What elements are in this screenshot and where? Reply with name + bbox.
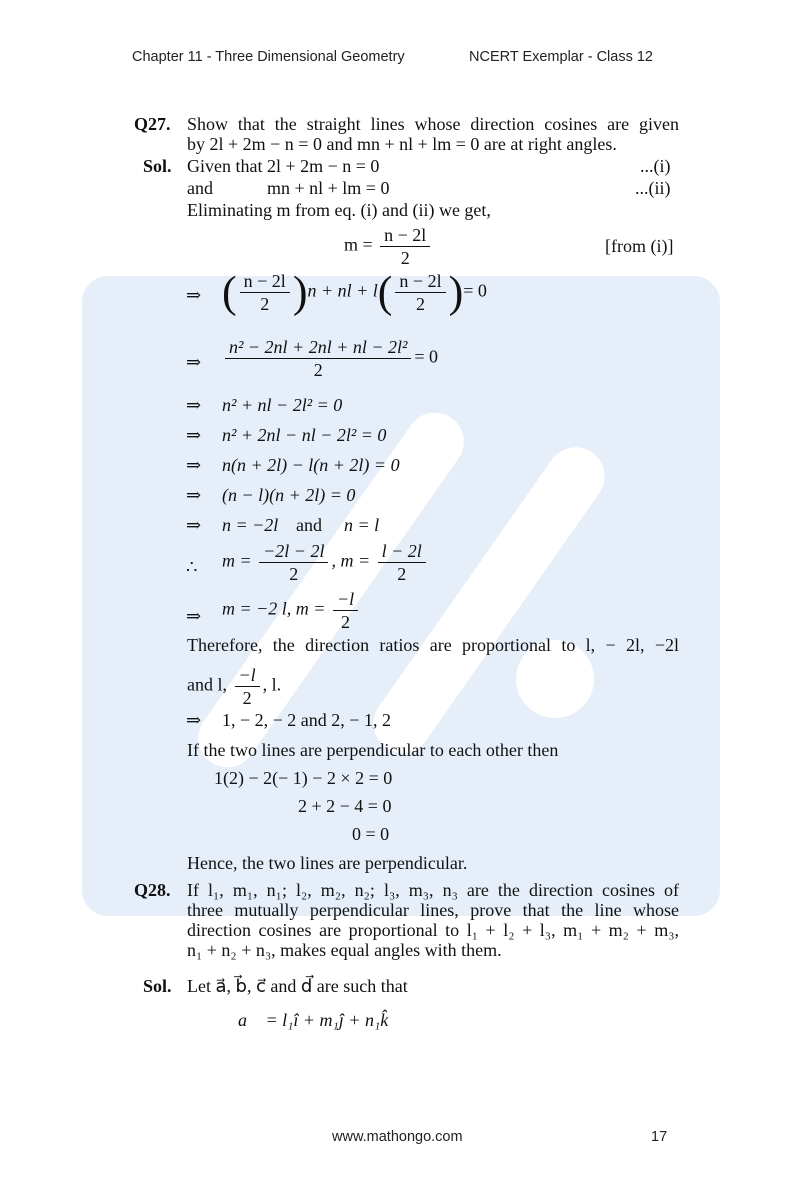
question-text-line: Show that the straight lines whose direction cosines are given: [187, 114, 679, 134]
header-chapter: Chapter 11 - Three Dimensional Geometry: [132, 49, 405, 65]
implies-symbol: ⇒: [186, 285, 202, 305]
math-step: n(n + 2l) − l(n + 2l) = 0: [222, 455, 400, 475]
fraction: $\frac{-l}{2}$: [333, 588, 358, 633]
math-step: n² + 2nl − nl − 2l² = 0: [222, 425, 387, 445]
math-line: m = −2 l, m = $\frac{-l}{2}$: [222, 588, 361, 633]
math-step: 1(2) − 2(− 1) − 2 × 2 = 0: [214, 768, 393, 788]
implies-symbol: ⇒: [186, 352, 202, 372]
question-text-line: If l₁, m₁, n₁; l₂, m₂, n₂; l₃, m₃, n₃ are the direction cosines of: [187, 880, 679, 900]
implies-symbol: ⇒: [186, 515, 202, 535]
math-line: and l, $\frac{-l}{2}$ , l.: [187, 665, 282, 708]
implies-symbol: ⇒: [186, 606, 202, 626]
implies-symbol: ⇒: [186, 425, 202, 445]
vector-a-equation: a⃗ = l₁î + m₁ĵ + n₁k̂: [238, 1010, 389, 1030]
therefore-symbol: ∴: [186, 557, 198, 577]
fraction: $\frac{l - 2l}{2}$: [378, 540, 426, 585]
math-text: m =: [344, 234, 373, 255]
question-label: Q27.: [134, 114, 171, 134]
math-step: n = −2l: [222, 515, 279, 535]
eliminating-text: Eliminating m from eq. (i) and (ii) we get,: [187, 200, 491, 220]
math-line: ( $\frac{n - 2l}{2}$ )n + nl + l( $\frac{n - 2l}{2}$ )= 0: [222, 267, 487, 317]
math-step: 0 = 0: [352, 824, 390, 844]
and-text: and: [296, 515, 322, 535]
direction-ratios-text: Therefore, the direction ratios are proportional to l, − 2l, −2l: [187, 635, 679, 655]
fraction: $\frac{-l}{2}$: [235, 664, 260, 709]
implies-symbol: ⇒: [186, 710, 202, 730]
math-step: 1, − 2, − 2 and 2, − 1, 2: [222, 710, 391, 730]
page-number: 17: [651, 1129, 668, 1145]
fraction: $\frac{\text{n² − 2nl + 2nl + nl − 2l²}}{2}$: [225, 336, 411, 381]
given-equation: Given that 2l + 2m − n = 0: [187, 156, 380, 176]
given-equation: mn + nl + lm = 0: [267, 178, 390, 198]
math-line: [344, 224, 433, 269]
fraction: $\frac{n - 2l}{2}$: [380, 224, 430, 269]
conclusion-text: Hence, the two lines are perpendicular.: [187, 853, 468, 873]
math-step: 2 + 2 − 4 = 0: [298, 796, 392, 816]
let-vectors-text: Let a⃗, b⃗, c⃗ and d⃗ are such that: [187, 976, 408, 996]
math-step: n² + nl − 2l² = 0: [222, 395, 343, 415]
equation-tag: ...(ii): [635, 178, 671, 198]
reference-note: [from (i)]: [605, 236, 674, 256]
solution-label: Sol.: [143, 156, 172, 176]
fraction: $\frac{n - 2l}{2}$: [240, 270, 290, 315]
and-text: and: [187, 178, 213, 198]
solution-label: Sol.: [143, 976, 172, 996]
footer-website: www.mathongo.com: [332, 1129, 463, 1145]
implies-symbol: ⇒: [186, 455, 202, 475]
header-book: NCERT Exemplar - Class 12: [469, 49, 653, 65]
perpendicular-condition-text: If the two lines are perpendicular to each other then: [187, 740, 559, 760]
fraction: $\frac{n - 2l}{2}$: [395, 270, 445, 315]
math-line: $\frac{\text{n² − 2nl + 2nl + nl − 2l²}}{2}$ = 0: [222, 336, 438, 381]
math-step: (n − l)(n + 2l) = 0: [222, 485, 356, 505]
question-text-line: direction cosines are proportional to l₁ + l₂ + l₃, m₁ + m₂ + m₃,: [187, 920, 679, 940]
question-text-line: three mutually perpendicular lines, prove that the line whose: [187, 900, 679, 920]
question-text-line: by 2l + 2m − n = 0 and mn + nl + lm = 0 are at right angles.: [187, 134, 617, 154]
equation-tag: ...(i): [640, 156, 671, 176]
math-step: n = l: [344, 515, 380, 535]
implies-symbol: ⇒: [186, 395, 202, 415]
implies-symbol: ⇒: [186, 485, 202, 505]
math-line: m = $\frac{-2l - 2l}{2}$ , m = $\frac{l - 2l}{2}$: [222, 540, 429, 585]
fraction: $\frac{-2l - 2l}{2}$: [259, 540, 328, 585]
question-label: Q28.: [134, 880, 171, 900]
question-text-line: n₁ + n₂ + n₃, makes equal angles with them.: [187, 940, 502, 960]
